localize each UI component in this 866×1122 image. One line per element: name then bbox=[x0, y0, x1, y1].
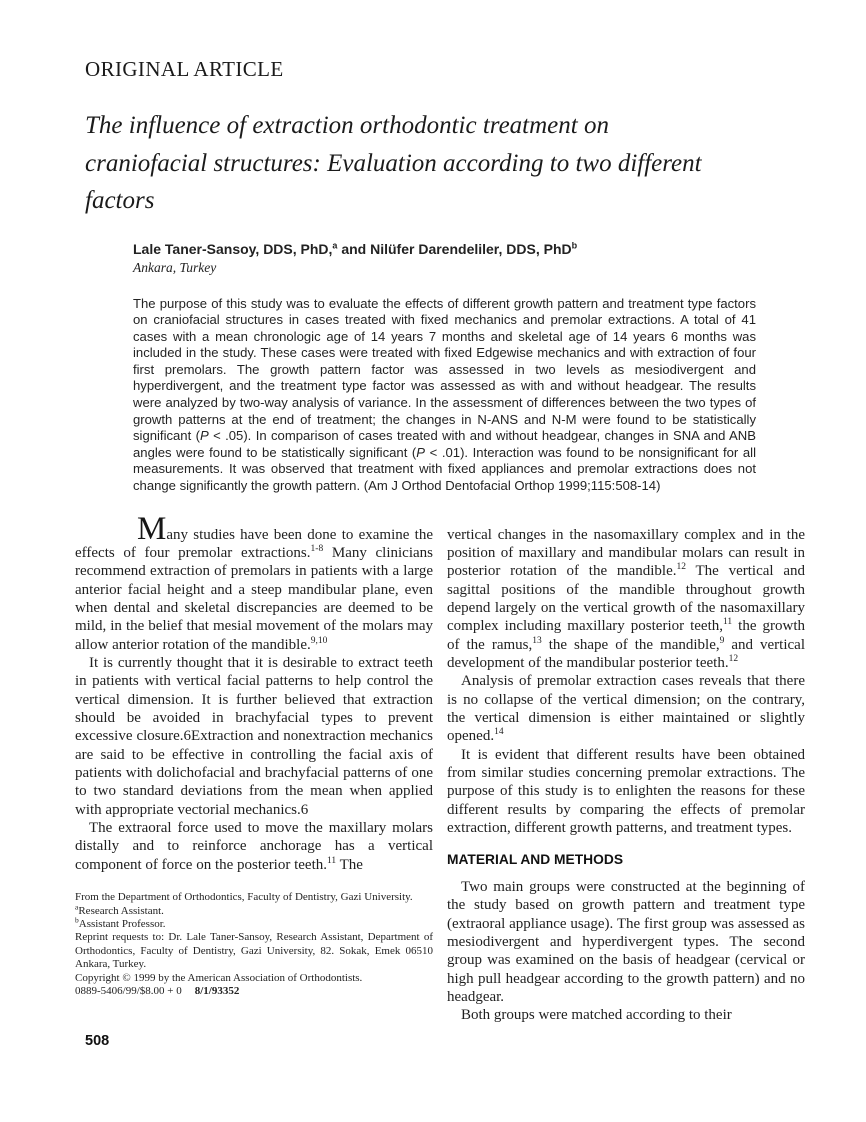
article-title bbox=[85, 107, 796, 220]
footnote-line: $^a$Research Assistant. bbox=[75, 901, 164, 917]
article-title-line: factors bbox=[85, 187, 155, 214]
footnote-line: Reprint requests to: Dr. Lale Taner-Sansoy, Research Assistant, Department of Orthodontics, Faculty of Dentistry, Gazi University, 82. Sokak, Emek 06510 Ankara, Turkey. bbox=[75, 931, 433, 971]
paragraph: It is currently thought that it is desirable to extract teeth in patients with vertical facial patterns to help control the vertical dimension. It is further believed that extraction should be avoided in brachyfacial types to prevent excessive closure.6Extraction and nonextraction mechanics are said to be effective in controlling the facial axis of patients with dolichofacial and brachyfacial patterns of one to two standard deviations from the mean when applied with appropriate vectorial mechanics.6 bbox=[75, 655, 433, 818]
right-column bbox=[447, 526, 805, 1025]
page-number: 508 bbox=[85, 1033, 110, 1049]
article-title-line: The influence of extraction orthodontic treatment on bbox=[85, 112, 609, 139]
footnote-line: Copyright © 1999 by the American Association of Orthodontists. bbox=[75, 971, 363, 984]
paragraph: Analysis of premolar extraction cases reveals that there is no collapse of the vertical dimension; on the contrary, the vertical dimension is either maintained or slightly opened.$^{14}$ bbox=[447, 673, 805, 745]
footnotes-block bbox=[75, 891, 433, 998]
footnote-line: 0889-5406/99/$8.00 + 0 8/1/93352 bbox=[75, 985, 240, 997]
section-label: ORIGINAL ARTICLE bbox=[85, 57, 284, 81]
article-title-line: craniofacial structures: Evaluation according to two different bbox=[85, 149, 702, 177]
material-and-methods-heading: MATERIAL AND METHODS bbox=[447, 852, 624, 868]
paragraph-text: any studies have been done to examine the effects of four premolar extractions.$^{1-8}$ Many clinicians recommend extraction of premolars in patients with a large anterior facial height and a steep mandibular plane, even when dental and skeletal discrepancies are deemed to be mild, in the belief that mesial movement of the molars may allow anterior rotation of the mandible.$^{9,10}$ bbox=[75, 526, 433, 653]
paragraph: The extraoral force used to move the maxillary molars distally and to reinforce anchorage has a vertical component of force on the posterior teeth.$^{11}$ The bbox=[75, 820, 433, 873]
paragraph: Two main groups were constructed at the beginning of the study based on growth pattern and treatment type (extraoral appliance usage). The first group was assessed as mesiodivergent and hyperdivergent types. The second group was examined on the basis of headgear (cervical or high pull headgear according to the growth pattern) and no headgear. bbox=[447, 878, 805, 1005]
paragraph: It is evident that different results have been obtained from similar studies concerning premolar extractions. The purpose of this study is to enlighten the reasons for these different results by comparing the effects of premolar extraction, different growth patterns, and treatment types. bbox=[447, 746, 805, 837]
authors-line: Lale Taner-Sansoy, DDS, PhD,$^a$ and Nilüfer Darendeliler, DDS, PhD$^b$ bbox=[133, 239, 578, 257]
paragraph bbox=[75, 510, 433, 654]
paragraph: Both groups were matched according to their bbox=[461, 1007, 732, 1024]
left-column bbox=[75, 510, 433, 1025]
footnote-line: $^b$Assistant Professor. bbox=[75, 915, 166, 930]
paragraph: vertical changes in the nasomaxillary complex and in the position of maxillary and mandibular molars can result in posterior rotation of the mandible.$^{12}$ The vertical and sagittal positions of the mandible throughout growth depend largely on the vertical growth of the nasomaxillary complex including maxillary posterior teeth,$^{11}$ the growth of the ramus,$^{13}$ the shape of the mandible,$^9$ and vertical development of the mandibular posterior teeth.$^{12}$ bbox=[447, 526, 805, 672]
footnote-line: From the Department of Orthodontics, Faculty of Dentistry, Gazi University. bbox=[75, 891, 413, 904]
body-columns bbox=[0, 510, 866, 1025]
abstract-paragraph: The purpose of this study was to evaluate the effects of different growth pattern and treatment type factors on craniofacial structures in cases treated with fixed mechanics and premolar extractions. A total of 41 cases with a mean chronologic age of 14 years 7 months and skeletal age of 14 years 6 months was included in the study. These cases were treated with fixed Edgewise mechanics and with extraction of four first premolars. The growth pattern factor was assessed in two levels as mesiodivergent and hyperdivergent, and the treatment type factor was assessed as with and without headgear. The results were analyzed by two-way analysis of variance. In the assessment of differences between the two types of growth patterns at the end of treatment; the changes in N-ANS and N-M were found to be statistically significant (P < .05). In comparison of cases treated with and without headgear, changes in SNA and ANB angles were found to be statistically significant (P < .01). Interaction was found to be nonsignificant for all measurements. It was observed that treatment with fixed appliances and premolar extractions does not change significantly the growth pattern. (Am J Orthod Dentofacial Orthop 1999;115:508-14) bbox=[133, 295, 756, 494]
initial-drop-cap: M bbox=[137, 510, 167, 547]
affiliation: Ankara, Turkey bbox=[133, 259, 217, 275]
